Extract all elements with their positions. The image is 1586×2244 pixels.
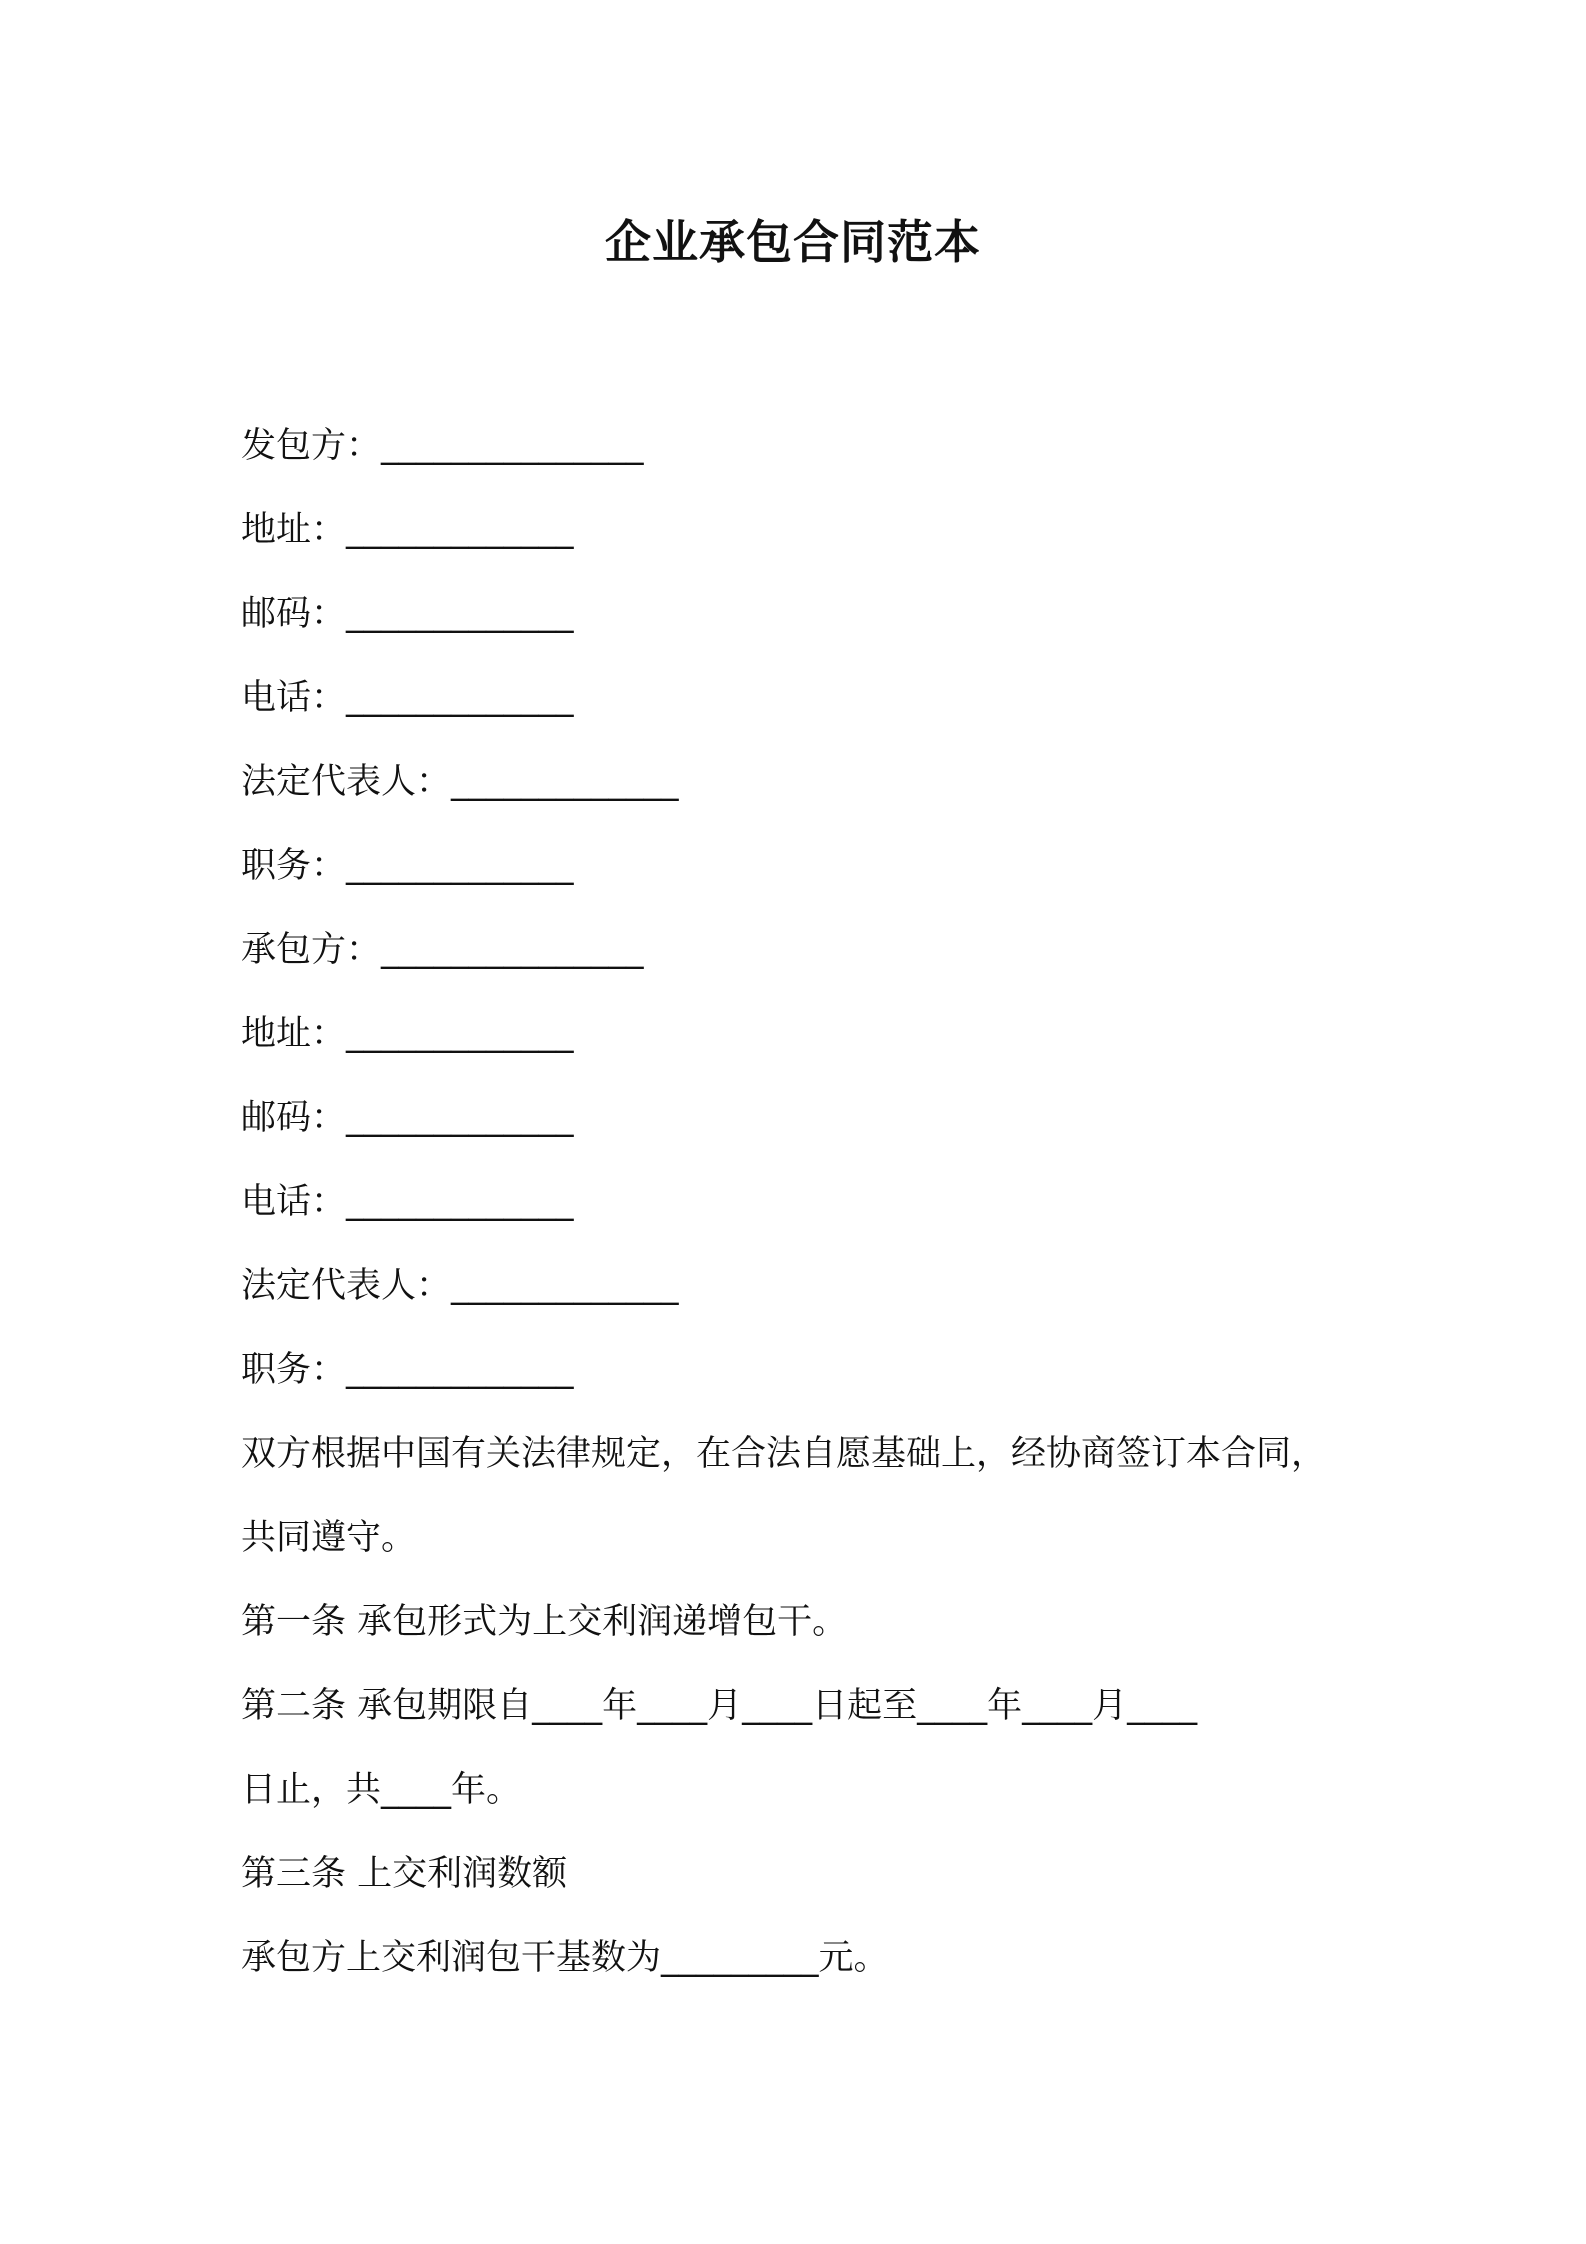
article-3-heading: 第三条 上交利润数额 [241,1854,568,1894]
preamble-line-1: 双方根据中国有关法律规定，在合法自愿基础上，经协商签订本合同， [241,1434,1327,1474]
preamble-line-2: 共同遵守。 [241,1518,417,1558]
contractor-name-line: 承包方：_______________ [241,930,644,970]
article-1-line: 第一条 承包形式为上交利润递增包干。 [241,1602,848,1642]
article-3-line-1: 承包方上交利润包干基数为_________元。 [241,1938,889,1978]
contractor-legal-rep-line: 法定代表人：_____________ [241,1266,679,1306]
contractor-address-line: 地址：_____________ [241,1014,574,1054]
employer-position-line: 职务：_____________ [241,846,574,886]
document-body [241,404,1371,2000]
article-2-line-1: 第二条 承包期限自____年____月____日起至____年____月____ [241,1686,1198,1726]
article-2-line-2: 日止，共____年。 [241,1770,522,1810]
employer-phone-line: 电话：_____________ [241,678,574,718]
employer-postcode-line: 邮码：_____________ [241,594,574,634]
employer-name-line: 发包方：_______________ [241,426,644,466]
contractor-position-line: 职务：_____________ [241,1350,574,1390]
document-title: 企业承包合同范本 [605,215,981,269]
contractor-postcode-line: 邮码：_____________ [241,1098,574,1138]
contractor-phone-line: 电话：_____________ [241,1182,574,1222]
employer-legal-rep-line: 法定代表人：_____________ [241,762,679,802]
employer-address-line: 地址：_____________ [241,510,574,550]
